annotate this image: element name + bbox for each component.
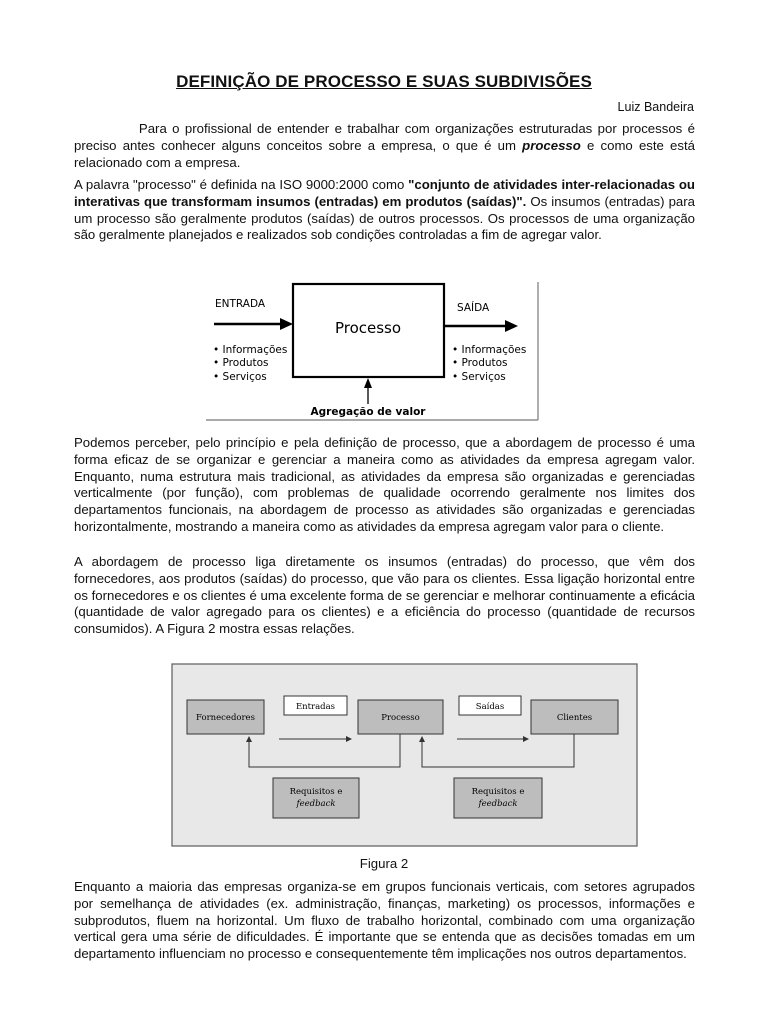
outputs-label: Saídas [475,702,505,712]
requirements-feedback-box-1 [273,778,359,818]
supplier-process-client-diagram [171,663,638,847]
feedback-label-1: feedback [296,799,336,809]
paragraph-1-tail: e como este está relacionado com a empresa. [74,137,695,170]
document-title: DEFINIÇÃO DE PROCESSO E SUAS SUBDIVISÕES [176,72,592,91]
input-item: • Informações [213,344,288,356]
value-added-label: Agregação de valor [310,406,426,418]
paragraph-5: Enquanto a maioria das empresas organiza-se em grupos funcionais verticais, com setores agrupados por semelhança de atividades (ex. administração, finanças, marketing) os processos, informações e subprodutos, fluem na horizontal. Um fluxo de trabalho horizontal, combinado com uma organização vertical gera uma série de dificuldades. É importante que se entenda que as decisões tomadas em um departamento influenciam no processo e consequentemente têm implicações nos outros departamentos. [74,879,695,962]
paragraph-1-emphasis: processo [522,137,581,153]
paragraph-4: A abordagem de processo liga diretamente os insumos (entradas) do processo, que vêm dos fornecedores, aos produtos (saídas) do processo, que vão para os clientes. Essa ligação horizontal entre os fornecedores e os clientes é uma excelente forma de se gerenciar e melhorar continuamente a eficácia (quantidade de valor agregado para os clientes) e a eficiência do processo (quantidade de recursos consumidos). A Figura 2 mostra essas relações. [74,554,695,637]
inputs-label: Entradas [295,702,336,712]
paragraph-2 [74,177,695,244]
figure-caption: Figura 2 [359,856,409,871]
value-arrow-head [364,378,372,388]
paragraph-1-indent [74,121,139,136]
input-item: • Produtos [213,357,269,369]
process-diagram [206,282,540,422]
author-name: Luiz Bandeira [617,100,694,114]
input-item: • Serviços [213,371,267,383]
paragraph-1-text: Para o profissional de entender e trabalhar com organizações estruturadas por processos é preciso antes conhecer alguns conceitos sobre a empresa, o que é um [74,121,695,153]
requirements-label-1: Requisitos e [289,787,343,797]
paragraph-1 [74,121,695,171]
iso-definition-quote: "conjunto de atividades inter-relacionadas ou interativas que transformam insumos (entradas) em produtos (saídas)". [74,177,695,209]
feedback-label-2: feedback [478,799,518,809]
process-box-label: Processo [334,319,402,337]
suppliers-label: Fornecedores [196,713,255,723]
clients-label: Clientes [556,713,593,723]
process-label: Processo [381,713,420,723]
paragraph-2-text: A palavra "processo" é definida na ISO 9000:2000 como [74,177,409,192]
output-arrow-head [505,320,518,332]
output-item: • Produtos [452,357,508,369]
requirements-label-2: Requisitos e [471,787,525,797]
paragraph-3: Podemos perceber, pelo princípio e pela definição de processo, que a abordagem de processo é uma forma eficaz de se organizar e gerenciar a maneira como as atividades da empresa agregam valor. Enquanto, numa estrutura mais tradicional, as atividades da empresa são organizadas e gerenciadas verticalmente (por função), com problemas de qualidade ocorrendo geralmente nos limites dos departamentos funcionais, na abordagem de processo as atividades são organizadas e gerenciadas horizontalmente, mostrando a maneira como as atividades da empresa agregam valor para o cliente. [74,435,695,534]
output-item: • Serviços [452,371,506,383]
output-item: • Informações [452,344,527,356]
paragraph-2-tail: Os insumos (entradas) para um processo são geralmente produtos (saídas) de outros processos. Os processos de uma organização são geralmente planejados e realizados sob condições controladas a fim de agregar valor. [74,193,695,243]
requirements-feedback-box-2 [454,778,542,818]
output-label: SAÍDA [457,302,490,314]
figure2-frame [172,664,637,846]
input-label: ENTRADA [215,298,266,310]
input-arrow-head [280,318,293,330]
